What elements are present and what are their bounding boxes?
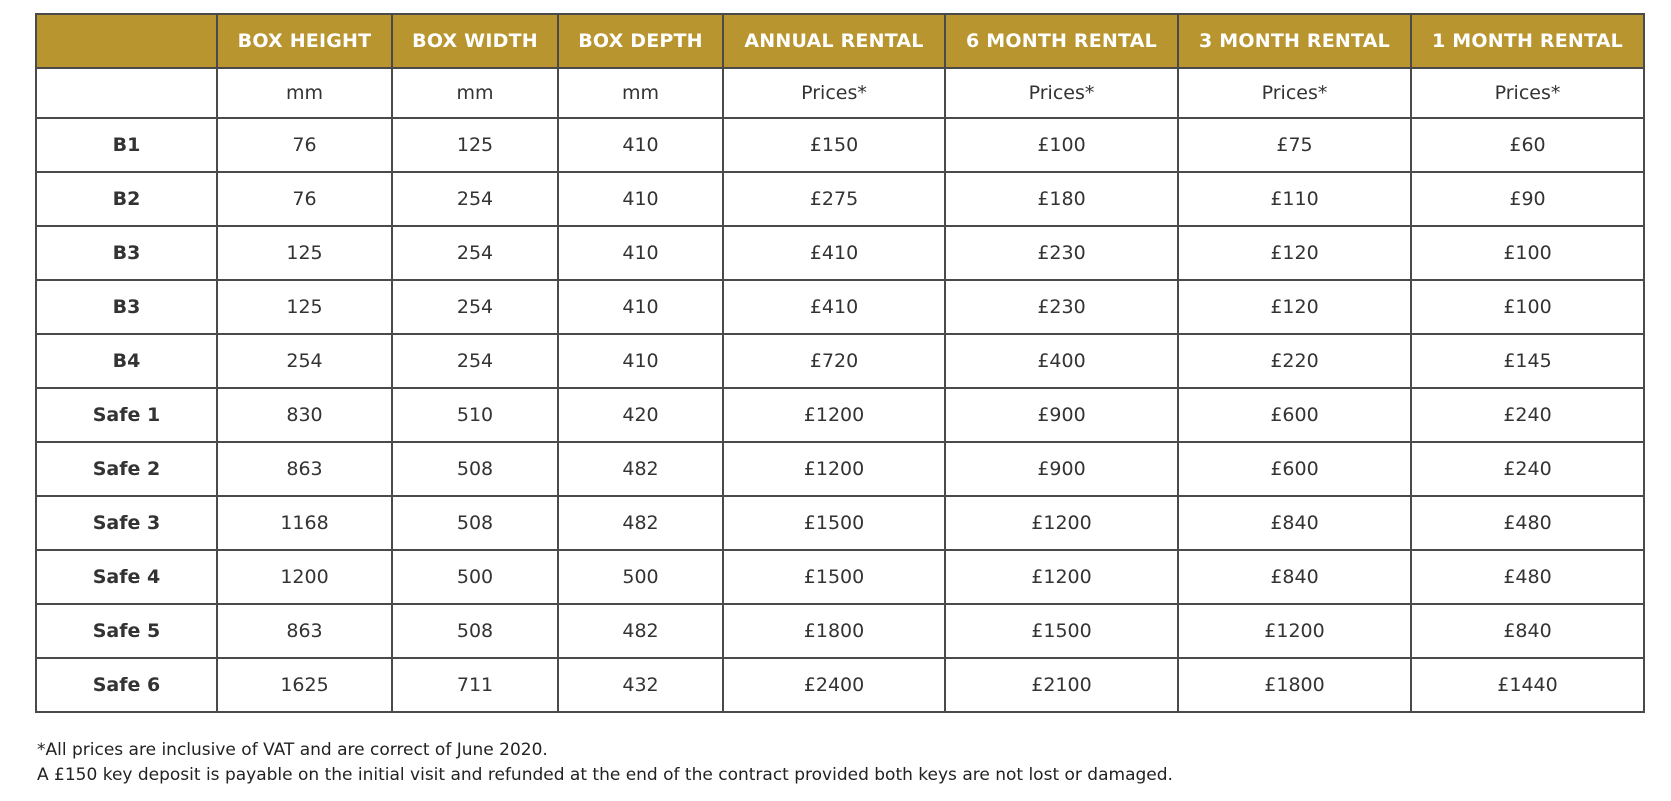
table-cell: £400 bbox=[945, 334, 1178, 388]
table-cell: 410 bbox=[558, 172, 723, 226]
table-cell: 482 bbox=[558, 604, 723, 658]
table-cell: £150 bbox=[723, 118, 945, 172]
table-cell: £1200 bbox=[723, 388, 945, 442]
table-cell: 863 bbox=[217, 604, 392, 658]
row-label: B3 bbox=[36, 226, 217, 280]
table-row bbox=[36, 172, 1644, 226]
table-cell: 510 bbox=[392, 388, 558, 442]
table-cell: £220 bbox=[1178, 334, 1411, 388]
column-header: 6 MONTH RENTAL bbox=[945, 14, 1178, 68]
table-row bbox=[36, 388, 1644, 442]
row-label: B2 bbox=[36, 172, 217, 226]
table-cell: 125 bbox=[392, 118, 558, 172]
table-cell: £1200 bbox=[1178, 604, 1411, 658]
table-row bbox=[36, 604, 1644, 658]
row-label: B4 bbox=[36, 334, 217, 388]
row-label: Safe 3 bbox=[36, 496, 217, 550]
table-cell: 254 bbox=[392, 172, 558, 226]
table-cell: £1800 bbox=[1178, 658, 1411, 712]
table-cell: £1200 bbox=[945, 550, 1178, 604]
table-cell: £1200 bbox=[945, 496, 1178, 550]
table-cell: 500 bbox=[558, 550, 723, 604]
table-cell: £145 bbox=[1411, 334, 1644, 388]
table-cell: £840 bbox=[1178, 496, 1411, 550]
header-cell-blank bbox=[36, 14, 217, 68]
table-cell: 76 bbox=[217, 172, 392, 226]
row-label: Safe 2 bbox=[36, 442, 217, 496]
table-cell: 410 bbox=[558, 280, 723, 334]
table-cell: £240 bbox=[1411, 442, 1644, 496]
table-cell: £840 bbox=[1178, 550, 1411, 604]
table-cell: £1200 bbox=[723, 442, 945, 496]
table-cell: £480 bbox=[1411, 496, 1644, 550]
table-cell: 254 bbox=[217, 334, 392, 388]
table-cell: 711 bbox=[392, 658, 558, 712]
unit-cell: Prices* bbox=[1411, 68, 1644, 118]
row-label: B1 bbox=[36, 118, 217, 172]
table-cell: £120 bbox=[1178, 226, 1411, 280]
table-cell: £120 bbox=[1178, 280, 1411, 334]
units-cell-blank bbox=[36, 68, 217, 118]
table-cell: £900 bbox=[945, 442, 1178, 496]
unit-cell: mm bbox=[558, 68, 723, 118]
table-row bbox=[36, 442, 1644, 496]
column-header: 1 MONTH RENTAL bbox=[1411, 14, 1644, 68]
table-cell: £410 bbox=[723, 226, 945, 280]
footnotes bbox=[37, 738, 1173, 788]
unit-cell: Prices* bbox=[1178, 68, 1411, 118]
unit-cell: mm bbox=[217, 68, 392, 118]
row-label: Safe 5 bbox=[36, 604, 217, 658]
table-cell: £275 bbox=[723, 172, 945, 226]
table-cell: £2100 bbox=[945, 658, 1178, 712]
table-cell: 410 bbox=[558, 334, 723, 388]
table-cell: 508 bbox=[392, 604, 558, 658]
table-cell: £1500 bbox=[723, 550, 945, 604]
table-cell: 254 bbox=[392, 334, 558, 388]
row-label: Safe 1 bbox=[36, 388, 217, 442]
table-cell: £600 bbox=[1178, 388, 1411, 442]
table-cell: 410 bbox=[558, 226, 723, 280]
table-cell: £1500 bbox=[945, 604, 1178, 658]
table-cell: £840 bbox=[1411, 604, 1644, 658]
table-cell: 508 bbox=[392, 496, 558, 550]
table-cell: £180 bbox=[945, 172, 1178, 226]
pricing-table bbox=[35, 13, 1645, 713]
table-cell: £230 bbox=[945, 280, 1178, 334]
table-row bbox=[36, 280, 1644, 334]
table-cell: 420 bbox=[558, 388, 723, 442]
table-cell: 254 bbox=[392, 226, 558, 280]
vat-note: *All prices are inclusive of VAT and are correct of June 2020. bbox=[37, 740, 548, 760]
table-row bbox=[36, 496, 1644, 550]
table-cell: £60 bbox=[1411, 118, 1644, 172]
table-cell: £1800 bbox=[723, 604, 945, 658]
table-cell: £410 bbox=[723, 280, 945, 334]
pricing-table-container bbox=[35, 13, 1643, 713]
table-cell: £240 bbox=[1411, 388, 1644, 442]
table-row bbox=[36, 118, 1644, 172]
header-row bbox=[36, 14, 1644, 68]
table-row bbox=[36, 334, 1644, 388]
table-cell: £900 bbox=[945, 388, 1178, 442]
table-cell: £480 bbox=[1411, 550, 1644, 604]
table-cell: 482 bbox=[558, 496, 723, 550]
table-row bbox=[36, 226, 1644, 280]
units-row bbox=[36, 68, 1644, 118]
table-cell: £110 bbox=[1178, 172, 1411, 226]
table-row bbox=[36, 658, 1644, 712]
table-row bbox=[36, 550, 1644, 604]
table-cell: £2400 bbox=[723, 658, 945, 712]
row-label: Safe 6 bbox=[36, 658, 217, 712]
column-header: BOX HEIGHT bbox=[217, 14, 392, 68]
table-cell: 1200 bbox=[217, 550, 392, 604]
table-cell: £720 bbox=[723, 334, 945, 388]
table-cell: £90 bbox=[1411, 172, 1644, 226]
table-cell: £1440 bbox=[1411, 658, 1644, 712]
table-cell: 1625 bbox=[217, 658, 392, 712]
table-cell: 830 bbox=[217, 388, 392, 442]
table-cell: 125 bbox=[217, 280, 392, 334]
deposit-note: A £150 key deposit is payable on the initial visit and refunded at the end of the contract provided both keys are not lost or damaged. bbox=[37, 765, 1173, 785]
table-cell: 500 bbox=[392, 550, 558, 604]
table-cell: 863 bbox=[217, 442, 392, 496]
row-label: B3 bbox=[36, 280, 217, 334]
table-cell: 508 bbox=[392, 442, 558, 496]
table-cell: 1168 bbox=[217, 496, 392, 550]
unit-cell: Prices* bbox=[723, 68, 945, 118]
row-label: Safe 4 bbox=[36, 550, 217, 604]
unit-cell: Prices* bbox=[945, 68, 1178, 118]
table-cell: 125 bbox=[217, 226, 392, 280]
table-cell: 410 bbox=[558, 118, 723, 172]
column-header: BOX WIDTH bbox=[392, 14, 558, 68]
table-cell: 432 bbox=[558, 658, 723, 712]
table-cell: £230 bbox=[945, 226, 1178, 280]
table-cell: 254 bbox=[392, 280, 558, 334]
unit-cell: mm bbox=[392, 68, 558, 118]
column-header: 3 MONTH RENTAL bbox=[1178, 14, 1411, 68]
table-cell: £100 bbox=[945, 118, 1178, 172]
table-cell: 482 bbox=[558, 442, 723, 496]
column-header: ANNUAL RENTAL bbox=[723, 14, 945, 68]
table-cell: £100 bbox=[1411, 226, 1644, 280]
table-cell: £75 bbox=[1178, 118, 1411, 172]
column-header: BOX DEPTH bbox=[558, 14, 723, 68]
table-cell: £600 bbox=[1178, 442, 1411, 496]
table-cell: 76 bbox=[217, 118, 392, 172]
table-cell: £100 bbox=[1411, 280, 1644, 334]
table-cell: £1500 bbox=[723, 496, 945, 550]
